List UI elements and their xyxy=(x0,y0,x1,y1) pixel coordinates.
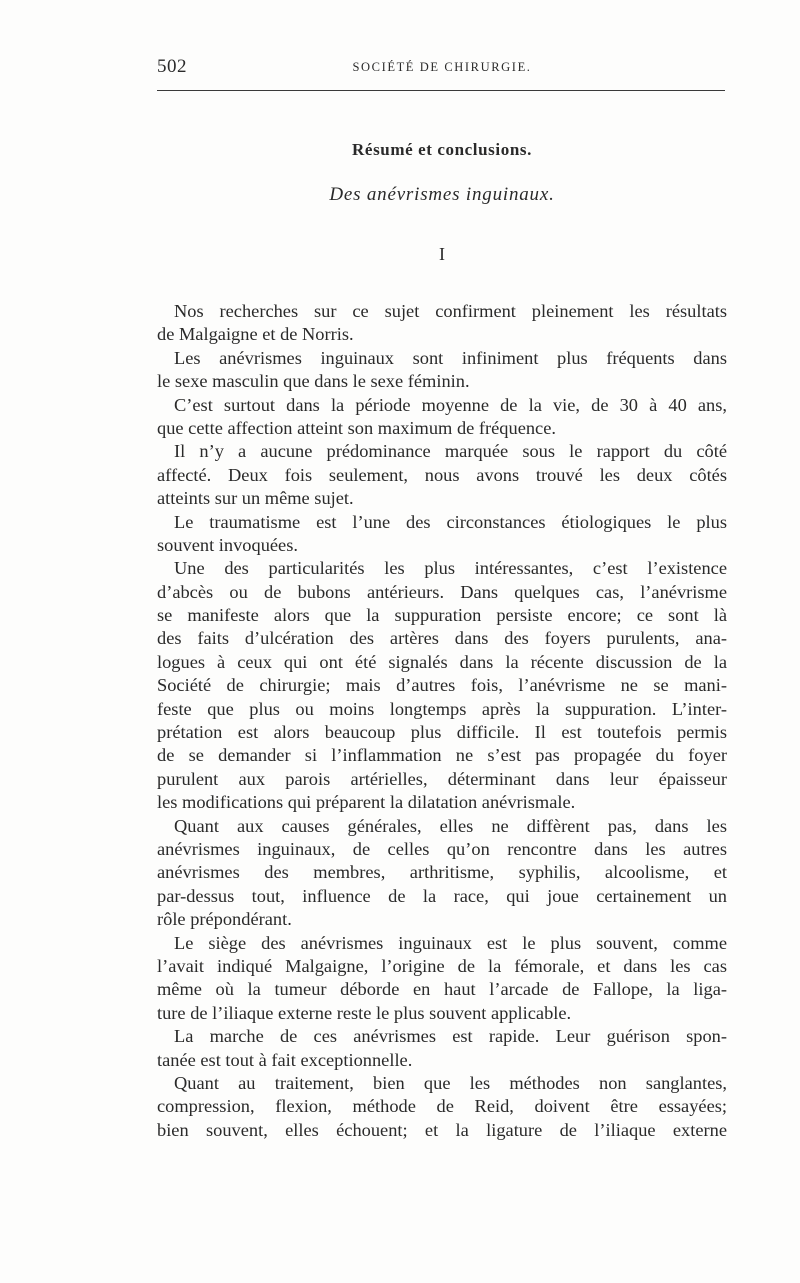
text-line: rôle prépondérant. xyxy=(157,909,292,930)
text-line: Le traumatisme est l’une des circonstances étiologiques le plus xyxy=(174,511,727,532)
text-line: des faits d’ulcération des artères dans des foyers purulents, ana- xyxy=(157,628,727,649)
text-line: de Malgaigne et de Norris. xyxy=(157,324,354,345)
text-line: d’abcès ou de bubons antérieurs. Dans quelques cas, l’anévrisme xyxy=(157,581,727,602)
text-line: Il n’y a aucune prédominance marquée sous le rapport du côté xyxy=(174,441,727,462)
text-line: bien souvent, elles échouent; et la ligature de l’iliaque externe xyxy=(157,1119,727,1140)
page-number: 502 xyxy=(157,56,187,77)
text-line: anévrismes inguinaux, de celles qu’on rencontre dans les autres xyxy=(157,838,727,859)
text-line: de se demander si l’inflammation ne s’est pas propagée du foyer xyxy=(157,745,727,766)
text-line: purulent aux parois artérielles, déterminant dans leur épaisseur xyxy=(157,768,727,789)
text-line: par-dessus tout, influence de la race, qui joue certainement un xyxy=(157,885,727,906)
text-line: ture de l’iliaque externe reste le plus souvent applicable. xyxy=(157,1002,572,1023)
text-line: prétation est alors beaucoup plus difficile. Il est toutefois permis xyxy=(157,722,727,743)
text-line: se manifeste alors que la suppuration persiste encore; ce sont là xyxy=(157,605,727,626)
header-rule xyxy=(157,90,725,91)
text-line: Nos recherches sur ce sujet confirment pleinement les résultats xyxy=(174,301,727,321)
body-text xyxy=(157,300,727,1142)
text-line: les modifications qui préparent la dilatation anévrismale. xyxy=(157,792,576,813)
running-head: SOCIÉTÉ DE CHIRURGIE. xyxy=(352,60,532,74)
text-line: C’est surtout dans la période moyenne de la vie, de 30 à 40 ans, xyxy=(174,394,727,415)
text-line: Le siège des anévrismes inguinaux est le plus souvent, comme xyxy=(174,932,727,953)
text-line: souvent invoquées. xyxy=(157,534,298,555)
text-line: Les anévrismes inguinaux sont infiniment plus fréquents dans xyxy=(174,347,727,368)
text-line: atteints sur un même sujet. xyxy=(157,488,354,509)
text-line: tanée est tout à fait exceptionnelle. xyxy=(157,1049,413,1070)
text-line: logues à ceux qui ont été signalés dans la récente discussion de la xyxy=(157,651,727,672)
text-line: compression, flexion, méthode de Reid, doivent être essayées; xyxy=(157,1096,727,1117)
text-line: feste que plus ou moins longtemps après la suppuration. L’inter- xyxy=(157,698,727,719)
text-line: anévrismes des membres, arthritisme, syphilis, alcoolisme, et xyxy=(157,862,727,883)
section-numeral: I xyxy=(439,244,445,264)
text-line: La marche de ces anévrismes est rapide. Leur guérison spon- xyxy=(174,1026,727,1047)
text-line: Société de chirurgie; mais d’autres fois, l’anévrisme ne se mani- xyxy=(157,675,727,696)
section-subtitle: Des anévrismes inguinaux. xyxy=(329,184,555,205)
text-line: que cette affection atteint son maximum de fréquence. xyxy=(157,417,556,438)
text-line: Quant au traitement, bien que les méthodes non sanglantes, xyxy=(174,1072,727,1093)
text-line: l’avait indiqué Malgaigne, l’origine de la fémorale, et dans les cas xyxy=(157,955,727,976)
section-title: Résumé et conclusions. xyxy=(352,140,532,159)
text-line: Quant aux causes générales, elles ne diffèrent pas, dans les xyxy=(174,815,727,836)
text-line: le sexe masculin que dans le sexe féminin. xyxy=(157,371,470,392)
text-line: même où la tumeur déborde en haut l’arcade de Fallope, la liga- xyxy=(157,979,727,1000)
text-line: Une des particularités les plus intéressantes, c’est l’existence xyxy=(174,558,727,579)
page-header xyxy=(157,56,727,86)
text-line: affecté. Deux fois seulement, nous avons trouvé les deux côtés xyxy=(157,464,727,485)
